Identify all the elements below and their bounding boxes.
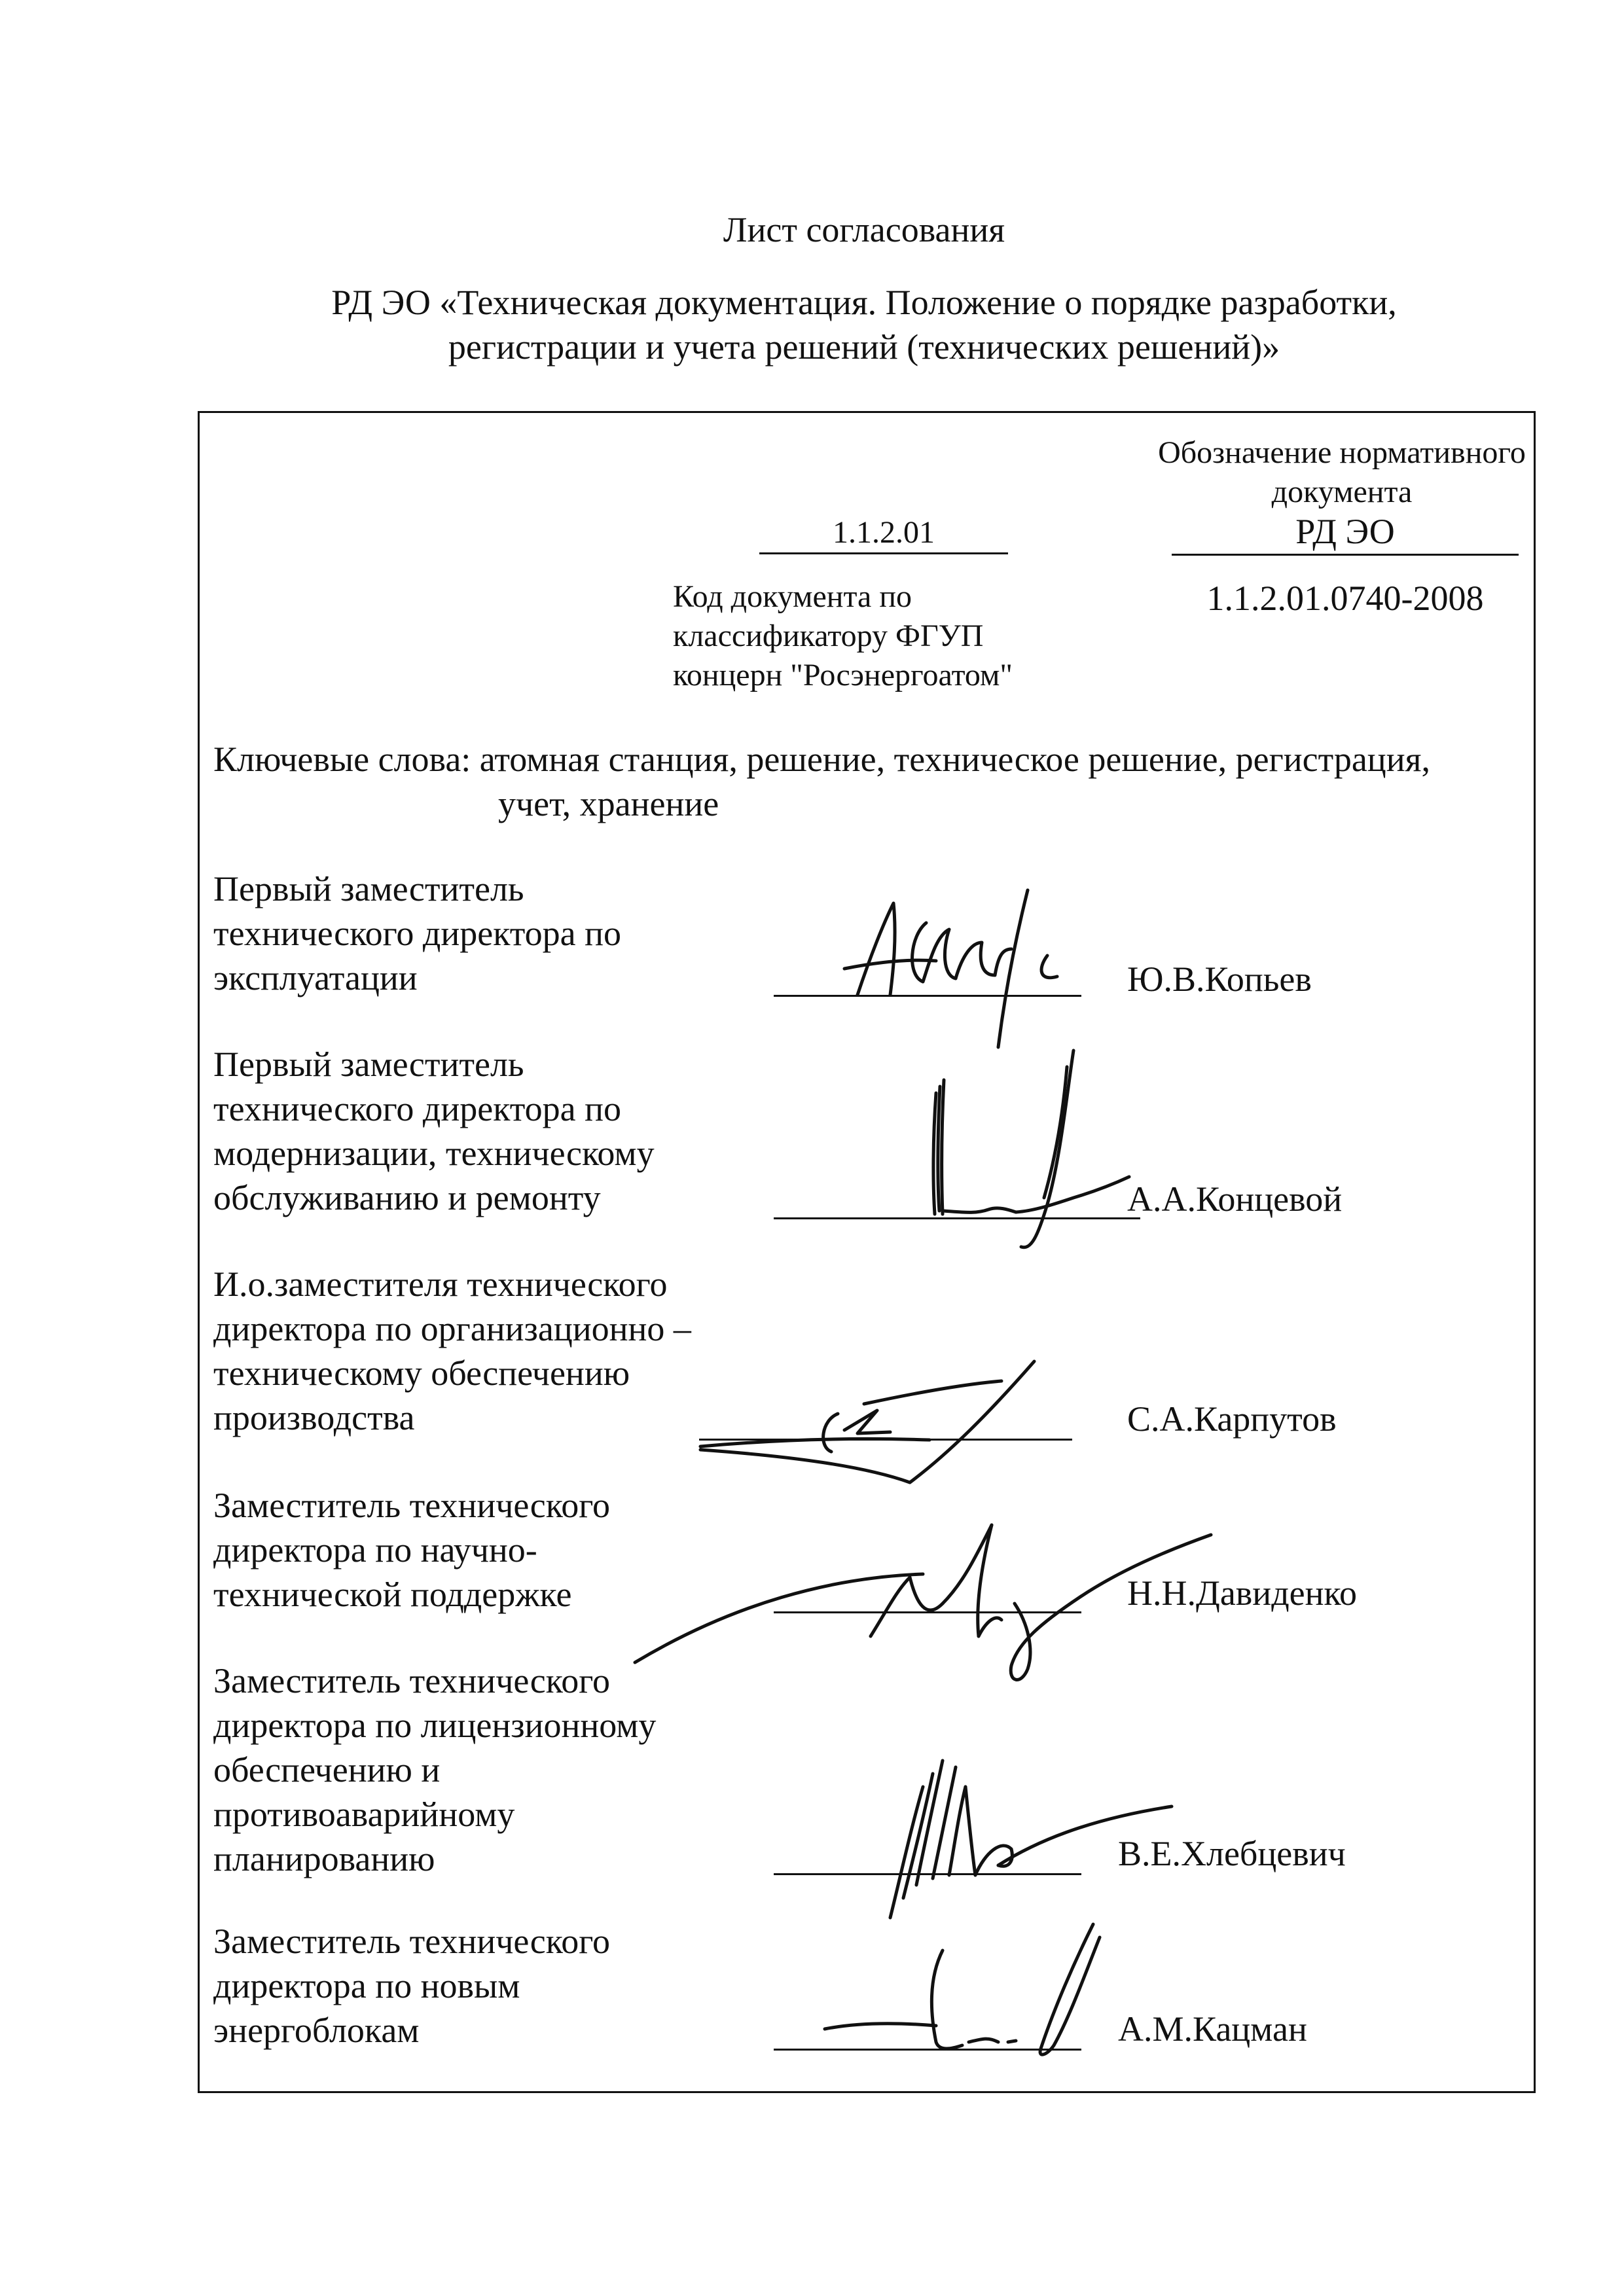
signature-karputov xyxy=(694,1348,1060,1492)
designation-value: РД ЭО xyxy=(1172,509,1519,556)
position-line: противоаварийному xyxy=(213,1795,515,1834)
position-line: производства xyxy=(213,1398,415,1437)
position-line: Заместитель технического xyxy=(213,1922,610,1961)
position-line: технического директора по xyxy=(213,1089,622,1128)
approver-name: А.А.Концевой xyxy=(1127,1179,1343,1219)
position-line: обслуживанию и ремонту xyxy=(213,1178,601,1217)
position-line: И.о.заместителя технического xyxy=(213,1265,668,1304)
keywords xyxy=(213,737,1523,826)
subtitle-line-1: РД ЭО «Техническая документация. Положение о порядке разработки, xyxy=(331,283,1397,322)
approver-name: А.М.Кацман xyxy=(1118,2009,1307,2049)
approver-name: С.А.Карпутов xyxy=(1127,1399,1337,1439)
approver-name: Н.Н.Давиденко xyxy=(1127,1573,1358,1613)
keywords-line-1: Ключевые слова: атомная станция, решение, техническое решение, регистрация, xyxy=(213,740,1430,779)
position-line: энергоблокам xyxy=(213,2011,420,2050)
position-line: модернизации, техническому xyxy=(213,1134,655,1173)
code-caption-line-2: классификатору ФГУП xyxy=(673,619,984,653)
position-line: техническому обеспечению xyxy=(213,1354,630,1393)
page-title: Лист согласования xyxy=(723,210,1005,249)
position-line: технической поддержке xyxy=(213,1575,572,1614)
designation-caption-line-2: документа xyxy=(1271,475,1413,509)
approver-name: В.Е.Хлебцевич xyxy=(1118,1834,1346,1873)
approver-position xyxy=(213,1659,737,1881)
position-line: обеспечению и xyxy=(213,1750,441,1789)
position-line: планированию xyxy=(213,1839,435,1878)
position-line: Заместитель технического xyxy=(213,1486,610,1525)
keywords-line-2: учет, хранение xyxy=(498,784,719,823)
approver-position xyxy=(213,1042,737,1220)
position-line: директора по новым xyxy=(213,1966,520,2005)
document-code-caption xyxy=(673,577,1066,695)
position-line: Заместитель технического xyxy=(213,1661,610,1700)
code-caption-line-1: Код документа по xyxy=(673,579,912,614)
approver-position xyxy=(213,867,737,1000)
signature-kontsevoy xyxy=(903,1041,1132,1257)
signature-kopiev xyxy=(831,884,1093,1054)
position-line: директора по научно- xyxy=(213,1530,537,1570)
document-code-value: 1.1.2.01 xyxy=(759,513,1008,554)
designation-caption-line-1: Обозначение нормативного xyxy=(1158,435,1526,470)
subtitle-line-2: регистрации и учета решений (технических решений)» xyxy=(448,327,1280,367)
signature-katsman xyxy=(812,1911,1113,2068)
approver-position xyxy=(213,1262,737,1440)
approver-position xyxy=(213,1919,737,2053)
approver-name: Ю.В.Копьев xyxy=(1127,960,1312,999)
position-line: директора по организационно – xyxy=(213,1309,691,1348)
document-subtitle xyxy=(0,280,1624,369)
position-line: эксплуатации xyxy=(213,958,418,997)
position-line: Первый заместитель xyxy=(213,1045,524,1084)
designation-caption xyxy=(1139,433,1545,512)
position-line: технического директора по xyxy=(213,914,622,953)
position-line: Первый заместитель xyxy=(213,869,524,908)
position-line: директора по лицензионному xyxy=(213,1706,657,1745)
code-caption-line-3: концерн "Росэнергоатом" xyxy=(673,658,1013,692)
designation-number: 1.1.2.01.0740-2008 xyxy=(1206,579,1484,618)
